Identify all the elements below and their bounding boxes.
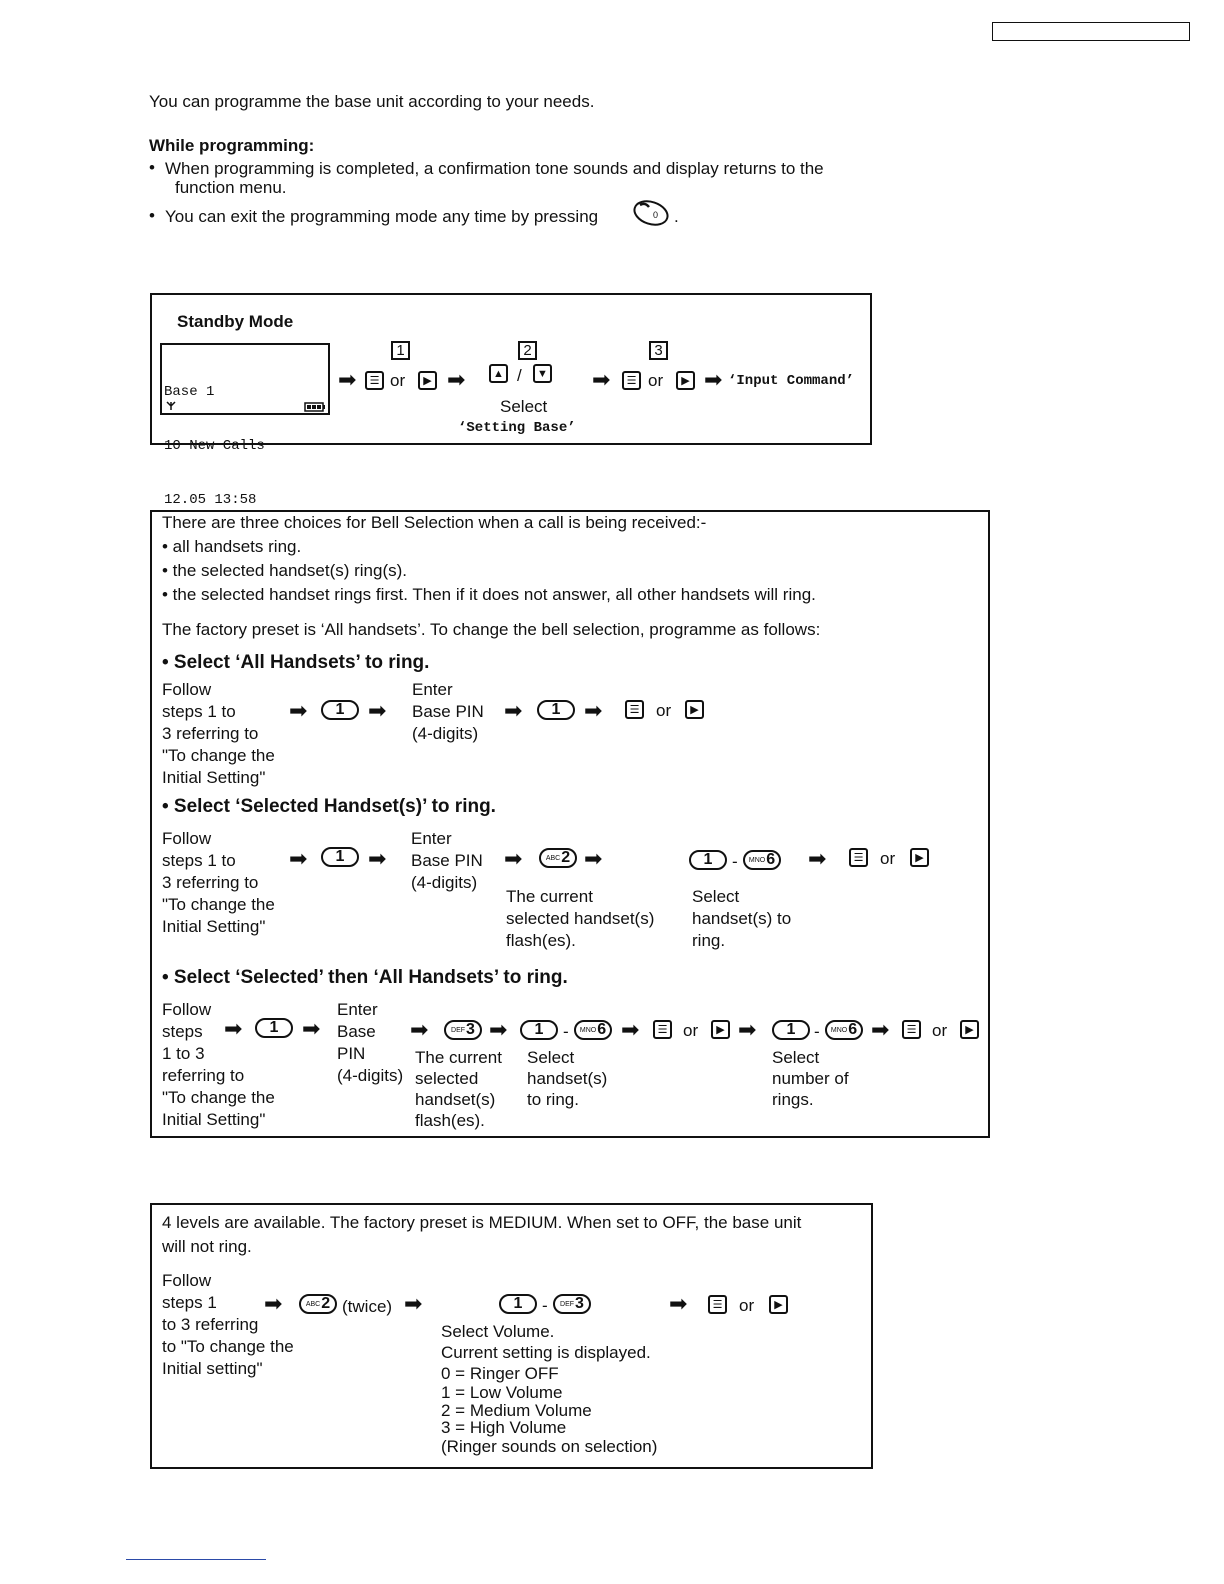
key-digit: 6 (766, 851, 776, 868)
dash-text: - (542, 1296, 548, 1315)
key-digit: 6 (597, 1021, 607, 1038)
step-number-3: 3 (649, 341, 668, 360)
play-key-icon: ▶ (769, 1295, 788, 1314)
key-letters: MNO (579, 1026, 597, 1034)
follow-line: "To change the (162, 895, 275, 914)
play-key-icon: ▶ (960, 1020, 979, 1039)
key-digit: 2 (561, 849, 571, 866)
arrow-icon: ➡ (584, 846, 603, 871)
volume-info-line: 3 = High Volume (441, 1418, 567, 1437)
follow-line: Initial setting" (162, 1359, 263, 1378)
follow-steps (162, 828, 275, 938)
section-heading: • Select ‘All Handsets’ to ring. (162, 652, 430, 673)
follow-line: 3 referring to (162, 873, 259, 892)
menu-key-icon: ☰ (653, 1020, 672, 1039)
select-line: rings. (772, 1090, 814, 1109)
enter-line: Enter (337, 1000, 378, 1019)
arrow-icon: ➡ (808, 846, 827, 871)
lcd-line: 12.05 13:58 (164, 492, 257, 508)
svg-text:0: 0 (653, 210, 659, 220)
arrow-icon: ➡ (264, 1291, 283, 1316)
select-line: to ring. (527, 1090, 579, 1109)
current-selected (506, 886, 654, 952)
follow-line: Follow (162, 680, 212, 699)
section-heading: • Select ‘Selected Handset(s)’ to ring. (162, 796, 496, 817)
select-handsets (527, 1047, 607, 1110)
key-digit: 6 (848, 1021, 858, 1038)
enter-line: Enter (411, 829, 452, 848)
key-letters: MNO (830, 1026, 848, 1034)
key-3-icon (553, 1294, 591, 1314)
standby-title: Standby Mode (177, 312, 294, 331)
key-letters: ABC (305, 1300, 321, 1308)
key-1-icon: 1 (689, 850, 727, 870)
arrow-icon: ➡ (368, 846, 387, 871)
volume-info-line: 0 = Ringer OFF (441, 1364, 559, 1383)
enter-line: (4-digits) (412, 724, 479, 743)
header-box (992, 22, 1190, 41)
follow-line: steps 1 to (162, 702, 236, 721)
dash-text: - (732, 852, 738, 871)
enter-line: Base PIN (412, 702, 484, 721)
bell-selection-panel (150, 510, 990, 1138)
key-letters: MNO (748, 856, 766, 864)
follow-line: Follow (162, 829, 212, 848)
play-key-icon: ▶ (418, 371, 437, 390)
enter-line: (4-digits) (411, 873, 478, 892)
key-1-icon: 1 (499, 1294, 537, 1314)
select-line: number of (772, 1069, 849, 1088)
arrow-icon: ➡ (738, 1017, 757, 1042)
follow-line: to 3 referring (162, 1315, 259, 1334)
or-text: or (739, 1296, 755, 1315)
arrow-icon: ➡ (504, 698, 523, 723)
bell-choice: • the selected handset rings first. Then if it does not answer, all other handsets will ring. (162, 585, 816, 604)
key-letters: ABC (545, 854, 561, 862)
current-line: selected (415, 1069, 479, 1088)
key-1-icon: 1 (321, 700, 359, 720)
play-key-icon: ▶ (685, 700, 704, 719)
arrow-icon: ➡ (404, 1291, 423, 1316)
bell-choice: • the selected handset(s) ring(s). (162, 561, 408, 580)
follow-line: to "To change the (162, 1337, 294, 1356)
arrow-icon: ➡ (410, 1017, 429, 1042)
arrow-icon: ➡ (289, 698, 308, 723)
or-text: or (683, 1021, 699, 1040)
play-key-icon: ▶ (910, 848, 929, 867)
key-digit: 3 (575, 1295, 584, 1312)
key-digit: 2 (321, 1295, 331, 1312)
bullet-dot: • (149, 158, 155, 177)
follow-line: "To change the (162, 1088, 275, 1107)
play-key-icon: ▶ (711, 1020, 730, 1039)
key-1-icon: 1 (321, 847, 359, 867)
slash-text: / (517, 366, 522, 385)
menu-key-icon: ☰ (708, 1295, 727, 1314)
key-2-icon (299, 1294, 337, 1314)
key-1-icon: 1 (772, 1020, 810, 1040)
key-2-icon (539, 848, 577, 868)
arrow-icon: ➡ (704, 367, 723, 392)
arrow-icon: ➡ (289, 846, 308, 871)
select-line: handset(s) (527, 1069, 608, 1088)
select-text: Select (500, 397, 548, 416)
current-selected (415, 1047, 502, 1131)
volume-intro: 4 levels are available. The factory preset is MEDIUM. When set to OFF, the base unit (162, 1213, 802, 1232)
follow-line: steps 1 to (162, 851, 236, 870)
key-6-icon (743, 850, 781, 870)
follow-line: Initial Setting" (162, 917, 266, 936)
current-line: flash(es). (506, 931, 576, 950)
key-1-icon: 1 (520, 1020, 558, 1040)
follow-line: Follow (162, 1000, 212, 1019)
dash-text: - (814, 1022, 820, 1041)
input-command-text: ‘Input Command’ (728, 373, 855, 389)
play-key-icon: ▶ (676, 371, 695, 390)
arrow-icon: ➡ (447, 367, 466, 392)
bell-intro: There are three choices for Bell Selection when a call is being received:- (162, 513, 707, 532)
enter-line: (4-digits) (337, 1066, 404, 1085)
key-3-icon (444, 1020, 482, 1040)
section-heading: • Select ‘Selected’ then ‘All Handsets’ to ring. (162, 967, 568, 988)
or-text: or (880, 849, 896, 868)
current-line: flash(es). (415, 1111, 485, 1130)
follow-line: referring to (162, 1066, 245, 1085)
volume-info-line: 2 = Medium Volume (441, 1401, 592, 1420)
select-handsets (692, 886, 791, 952)
intro-text: You can programme the base unit according to your needs. (149, 92, 595, 111)
key-digit: 3 (466, 1021, 475, 1038)
key-letters: DEF (560, 1300, 575, 1308)
arrow-icon: ➡ (592, 367, 611, 392)
arrow-icon: ➡ (489, 1017, 508, 1042)
select-line: Select (772, 1048, 820, 1067)
key-6-icon (825, 1020, 863, 1040)
enter-line: Base PIN (411, 851, 483, 870)
lcd-line: Base 1 (164, 384, 215, 400)
battery-icon (304, 402, 326, 412)
twice-text: (twice) (342, 1297, 393, 1316)
menu-key-icon: ☰ (365, 371, 384, 390)
lcd-line: 10 New Calls (164, 438, 265, 454)
down-key-icon: ▼ (533, 364, 552, 383)
volume-info (441, 1321, 657, 1457)
bell-choice: • all handsets ring. (162, 537, 302, 556)
follow-line: Initial Setting" (162, 1110, 266, 1129)
key-1-icon: 1 (255, 1018, 293, 1038)
while-heading: While programming: (149, 136, 315, 155)
follow-line: steps 1 (162, 1293, 217, 1312)
select-line: Select (692, 887, 740, 906)
volume-info-line: 1 = Low Volume (441, 1383, 563, 1402)
arrow-icon: ➡ (302, 1016, 321, 1041)
follow-line: "To change the (162, 746, 275, 765)
enter-line: Enter (412, 680, 453, 699)
key-letters: DEF (451, 1026, 466, 1034)
lcd-display (160, 343, 330, 508)
key-6-icon (574, 1020, 612, 1040)
or-text: or (390, 371, 406, 390)
select-rings (772, 1047, 849, 1110)
enter-line: Base (337, 1022, 376, 1041)
volume-info-line: Select Volume. (441, 1322, 555, 1341)
volume-info-line: (Ringer sounds on selection) (441, 1437, 658, 1456)
while-bullet-2: You can exit the programming mode any time by pressing (165, 207, 599, 226)
current-line: The current (415, 1048, 502, 1067)
select-line: ring. (692, 931, 726, 950)
antenna-icon (166, 401, 176, 411)
while-bullet-1: When programming is completed, a confirmation tone sounds and display returns to the (165, 159, 824, 178)
follow-steps (162, 1270, 294, 1380)
current-line: The current (506, 887, 593, 906)
up-key-icon: ▲ (489, 364, 508, 383)
enter-pin (411, 828, 483, 894)
arrow-icon: ➡ (871, 1017, 890, 1042)
menu-key-icon: ☰ (625, 700, 644, 719)
current-line: selected handset(s) (506, 909, 655, 928)
or-text: or (648, 371, 664, 390)
follow-line: 3 referring to (162, 724, 259, 743)
arrow-icon: ➡ (669, 1291, 688, 1316)
standby-panel (150, 293, 872, 508)
menu-key-icon: ☰ (622, 371, 641, 390)
arrow-icon: ➡ (368, 698, 387, 723)
select-line: Select (527, 1048, 575, 1067)
volume-info-line: Current setting is displayed. (441, 1343, 651, 1362)
bell-preset: The factory preset is ‘All handsets’. To change the bell selection, programme as follows: (162, 620, 821, 639)
or-text: or (932, 1021, 948, 1040)
follow-steps (162, 999, 275, 1131)
bullet-dot: • (149, 206, 155, 225)
key-1-icon: 1 (537, 700, 575, 720)
current-line: handset(s) (415, 1090, 496, 1109)
volume-intro-cont: will not ring. (162, 1237, 252, 1256)
or-text: or (656, 701, 672, 720)
dash-text: - (563, 1022, 569, 1041)
step-number-2: 2 (518, 341, 537, 360)
arrow-icon: ➡ (584, 698, 603, 723)
arrow-icon: ➡ (504, 846, 523, 871)
follow-steps (162, 679, 275, 789)
enter-line: PIN (337, 1044, 366, 1063)
while-bullet-2-end: . (674, 207, 679, 226)
follow-line: steps (162, 1022, 203, 1041)
arrow-icon: ➡ (621, 1017, 640, 1042)
arrow-icon: ➡ (224, 1016, 243, 1041)
menu-key-icon: ☰ (902, 1020, 921, 1039)
follow-line: Follow (162, 1271, 212, 1290)
follow-line: 1 to 3 (162, 1044, 205, 1063)
menu-key-icon: ☰ (849, 848, 868, 867)
off-button-icon (631, 199, 671, 227)
enter-pin (337, 999, 403, 1087)
volume-panel (150, 1203, 873, 1469)
footer-rule (126, 1559, 266, 1560)
arrow-icon: ➡ (338, 367, 357, 392)
while-bullet-1-cont: function menu. (175, 178, 287, 197)
select-line: handset(s) to (692, 909, 792, 928)
follow-line: Initial Setting" (162, 768, 266, 787)
setting-base-text: ‘Setting Base’ (458, 420, 576, 436)
enter-pin (412, 679, 484, 745)
step-number-1: 1 (391, 341, 410, 360)
